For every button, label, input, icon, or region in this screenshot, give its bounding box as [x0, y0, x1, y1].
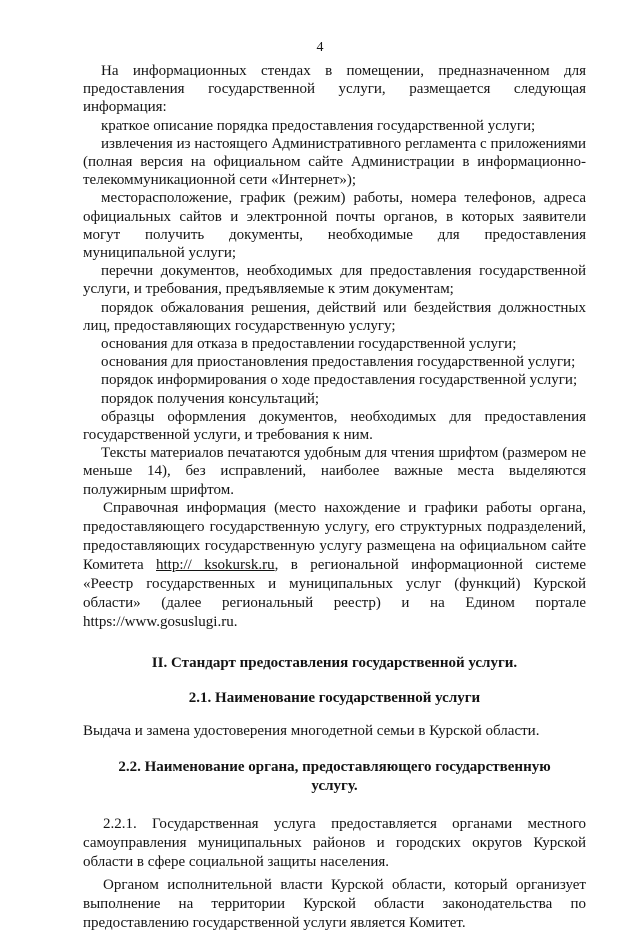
list-item: порядок обжалования решения, действий или бездействия должностных лиц, предоставляющих государственную услугу; [83, 299, 586, 334]
list-item: извлечения из настоящего Административного регламента с приложениями (полная версия на официальном сайте Администрации в информационно-телекоммуникационной сети «Интернет»); [83, 135, 586, 189]
subsection-heading-2-1: 2.1. Наименование государственной услуги [188, 690, 481, 707]
list-item: основания для отказа в предоставлении государственной услуги; [101, 336, 517, 353]
list-item: порядок получения консультаций; [101, 390, 320, 407]
intro-paragraph: На информационных стендах в помещении, предназначенном для предоставления государственной услуги, размещается следующая информация: [83, 63, 586, 116]
reference-text-end: , в региональной информационной системе «Реестр государственных и муниципальных услуг (функций) Курской области» (далее региональный реестр) и на Едином портале https://www.gosuslugi.ru. [83, 556, 586, 630]
list-item: порядок информирования о ходе предоставления государственной услуги; [101, 372, 578, 389]
page-number: 4 [316, 40, 324, 55]
reference-text-start: Справочная информация (место нахождение и графики работы органа, предоставляющего государственную услугу, его структурных подразделений, предоставляющих государственную услугу размещена на официальном сайте Комитета [83, 499, 586, 573]
committee-site-link[interactable]: http:// ksokursk.ru [156, 556, 275, 573]
list-item: образцы оформления документов, необходимых для предоставления государственной услуги, и требования к ним. [83, 408, 586, 444]
service-name-paragraph: Выдача и замена удостоверения многодетной семьи в Курской области. [83, 722, 540, 739]
section-heading: II. Стандарт предоставления государственной услуги. [151, 654, 518, 671]
list-item: краткое описание порядка предоставления государственной услуги; [101, 117, 536, 134]
texts-note-paragraph: Тексты материалов печатаются удобным для чтения шрифтом (размером не меньше 14), без исправлений, наиболее важные места выделяются полужирным шрифтом. [83, 445, 586, 498]
paragraph-2-2-1: 2.2.1. Государственная услуга предоставляется органами местного самоуправления муниципальных районов и городских округов Курской области в сфере социальной защиты населения. [83, 816, 586, 871]
subsection-heading-2-2: 2.2. Наименование органа, предоставляющего государственную услугу. [118, 759, 551, 794]
paragraph-2-2-2: Органом исполнительной власти Курской области, который организует выполнение на территории Курской области законодательства по предоставлению государственной услуги является Комитет. [83, 877, 586, 932]
reference-paragraph [83, 499, 586, 632]
list-item: основания для приостановления предоставления государственной услуги; [101, 354, 576, 371]
list-item: перечни документов, необходимых для предоставления государственной услуги, и требования, предъявляемые к этим документам; [83, 263, 586, 298]
list-item: месторасположение, график (режим) работы, номера телефонов, адреса официальных сайтов и электронной почты органов, в которых заявители могут получить документы, необходимые для предоставления муниципальной услуги; [83, 190, 586, 262]
document-body [83, 62, 586, 933]
